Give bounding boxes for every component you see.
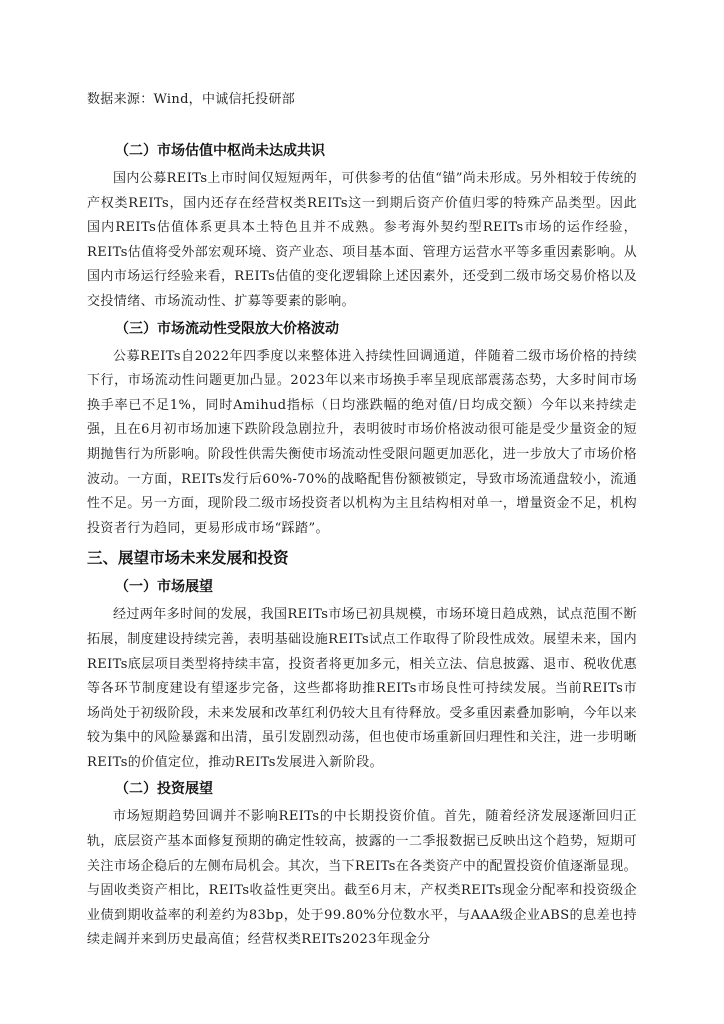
section-heading-valuation: （二）市场估值中枢尚未达成共识: [115, 143, 325, 159]
section-heading-liquidity: （三）市场流动性受限放大价格波动: [115, 320, 339, 337]
source-note: 数据来源：Wind，中诚信托投研部: [87, 92, 296, 107]
paragraph-investment-outlook: 市场短期趋势回调并不影响REITs的中长期投资价值。首先，随着经济发展逐渐回归正轨，底层资产基本面修复预期的确定性较高，披露的一二季报数据已反映出这个趋势，短期可关注市场企稳后的左侧布局机会。其次，当下REITs在各类资产中的配置投资价值逐渐显现。与固收类资产相比，REITs收益性更突出。截至6月末，产权类REITs现金分配率和投资级企业债到期收益率的利差约为83bp，处于99.80%分位数水平，与AAA级企业ABS的息差也持续走阔并来到历史最高值；经营权类REITs2023年现金分: [87, 809, 638, 948]
section-heading-market-outlook: （一）市场展望: [115, 579, 213, 596]
paragraph-market-outlook: 经过两年多时间的发展，我国REITs市场已初具规模，市场环境日趋成熟，试点范围不断拓展，制度建设持续完善，表明基础设施REITs试点工作取得了阶段性成效。展望未来，国内REITs底层项目类型将持续丰富，投资者将更加多元，相关立法、信息披露、退市、税收优惠等各环节制度建设有望逐步完备，这些都将助推REITs市场良性可持续发展。当前REITs市场尚处于初级阶段，未来发展和改革红利仍较大且有待释放。受多重因素叠加影响，今年以来较为集中的风险暴露和出清，虽引发剧烈动荡，但也使市场重新回归理性和关注，进一步明晰REITs的价值定位，推动REITs发展进入新阶段。: [87, 607, 638, 770]
document-content: [87, 140, 637, 953]
paragraph-liquidity: 公募REITs自2022年四季度以来整体进入持续性回调通道，伴随着二级市场价格的持续下行，市场流动性问题更加凸显。2023年以来市场换手率呈现底部震荡态势，大多时间市场换手率已不足1%，同时Amihud指标（日均涨跌幅的绝对值/日均成交额）今年以来持续走强，且在6月初市场加速下跌阶段急剧拉升，表明彼时市场价格波动很可能是受少量资金的短期抛售行为所影响。阶段性供需失衡使市场流动性受限问题更加恶化，进一步放大了市场价格波动。一方面，REITs发行后60%-70%的战略配售份额被锁定，导致市场流通盘较小，流通性不足。另一方面，现阶段二级市场投资者以机构为主且结构相对单一，增量资金不足，机构投资者行为趋同，更易形成市场“踩踏”。: [87, 348, 637, 536]
paragraph-valuation: 国内公募REITs上市时间仅短短两年，可供参考的估值“锚”尚未形成。另外相较于传统的产权类REITs，国内还存在经营权类REITs这一到期后资产价值归零的特殊产品类型。因此国内REITs估值体系更具本土特色且并不成熟。参考海外契约型REITs市场的运作经验，REITs估值将受外部宏观环境、资产业态、项目基本面、管理方运营水平等多重因素影响。从国内市场运行经验来看，REITs估值的变化逻辑除上述因素外，还受到二级市场交易价格以及交投情绪、市场流动性、扩募等要素的影响。: [87, 171, 638, 309]
section-heading-outlook: 三、展望市场未来发展和投资: [87, 549, 289, 568]
section-heading-investment-outlook: （二）投资展望: [115, 781, 213, 798]
